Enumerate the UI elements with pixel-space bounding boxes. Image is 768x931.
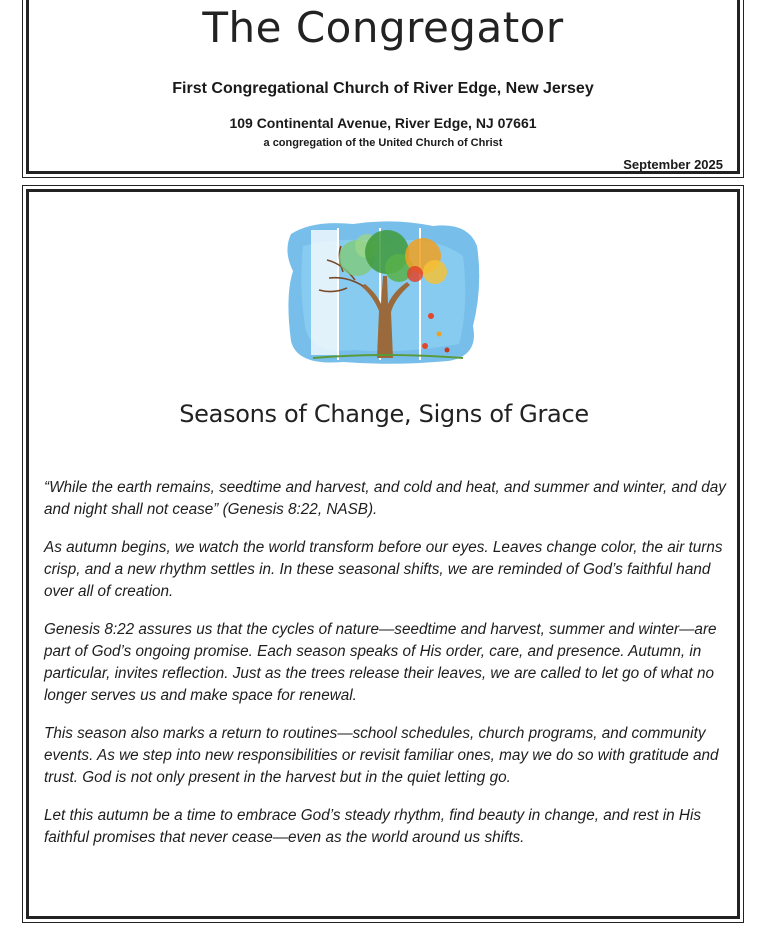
masthead-box [26, 0, 740, 174]
newsletter-masthead: The Congregator [202, 3, 564, 52]
article-paragraph: Let this autumn be a time to embrace God’s steady rhythm, find beauty in change, and rest in His faithful promises that never cease—even as the world around us shifts. [44, 807, 701, 846]
article-paragraph: As autumn begins, we watch the world transform before our eyes. Leaves change color, the air turns crisp, and a new rhythm settles in. In these seasonal shifts, we are reminded of God’s faithful hand over all of creation. [44, 539, 723, 600]
article-body [44, 477, 734, 865]
article-paragraph: This season also marks a return to routines—school schedules, church programs, and community events. As we step into new responsibilities or revisit familiar ones, may we do so with gratitude and trust. God is not only present in the harvest but in the quiet letting go. [44, 725, 719, 786]
article-paragraph: “While the earth remains, seedtime and harvest, and cold and heat, and summer and winter, and day and night shall not cease” (Genesis 8:22, NASB). [44, 479, 726, 518]
four-seasons-tree-illustration [283, 216, 483, 366]
issue-date: September 2025 [623, 157, 723, 172]
article-paragraph: Genesis 8:22 assures us that the cycles of nature—seedtime and harvest, summer and winter—are part of God’s ongoing promise. Each season speaks of His order, care, and presence. Autumn, in particular, invites reflection. Just as the trees release their leaves, we are called to let go of what no longer serves us and make space for renewal. [44, 621, 717, 704]
church-name: First Congregational Church of River Edge, New Jersey [172, 80, 594, 97]
church-address: 109 Continental Avenue, River Edge, NJ 07661 [229, 115, 537, 131]
article-title: Seasons of Change, Signs of Grace [179, 400, 589, 428]
church-affiliation: a congregation of the United Church of Christ [263, 137, 503, 149]
